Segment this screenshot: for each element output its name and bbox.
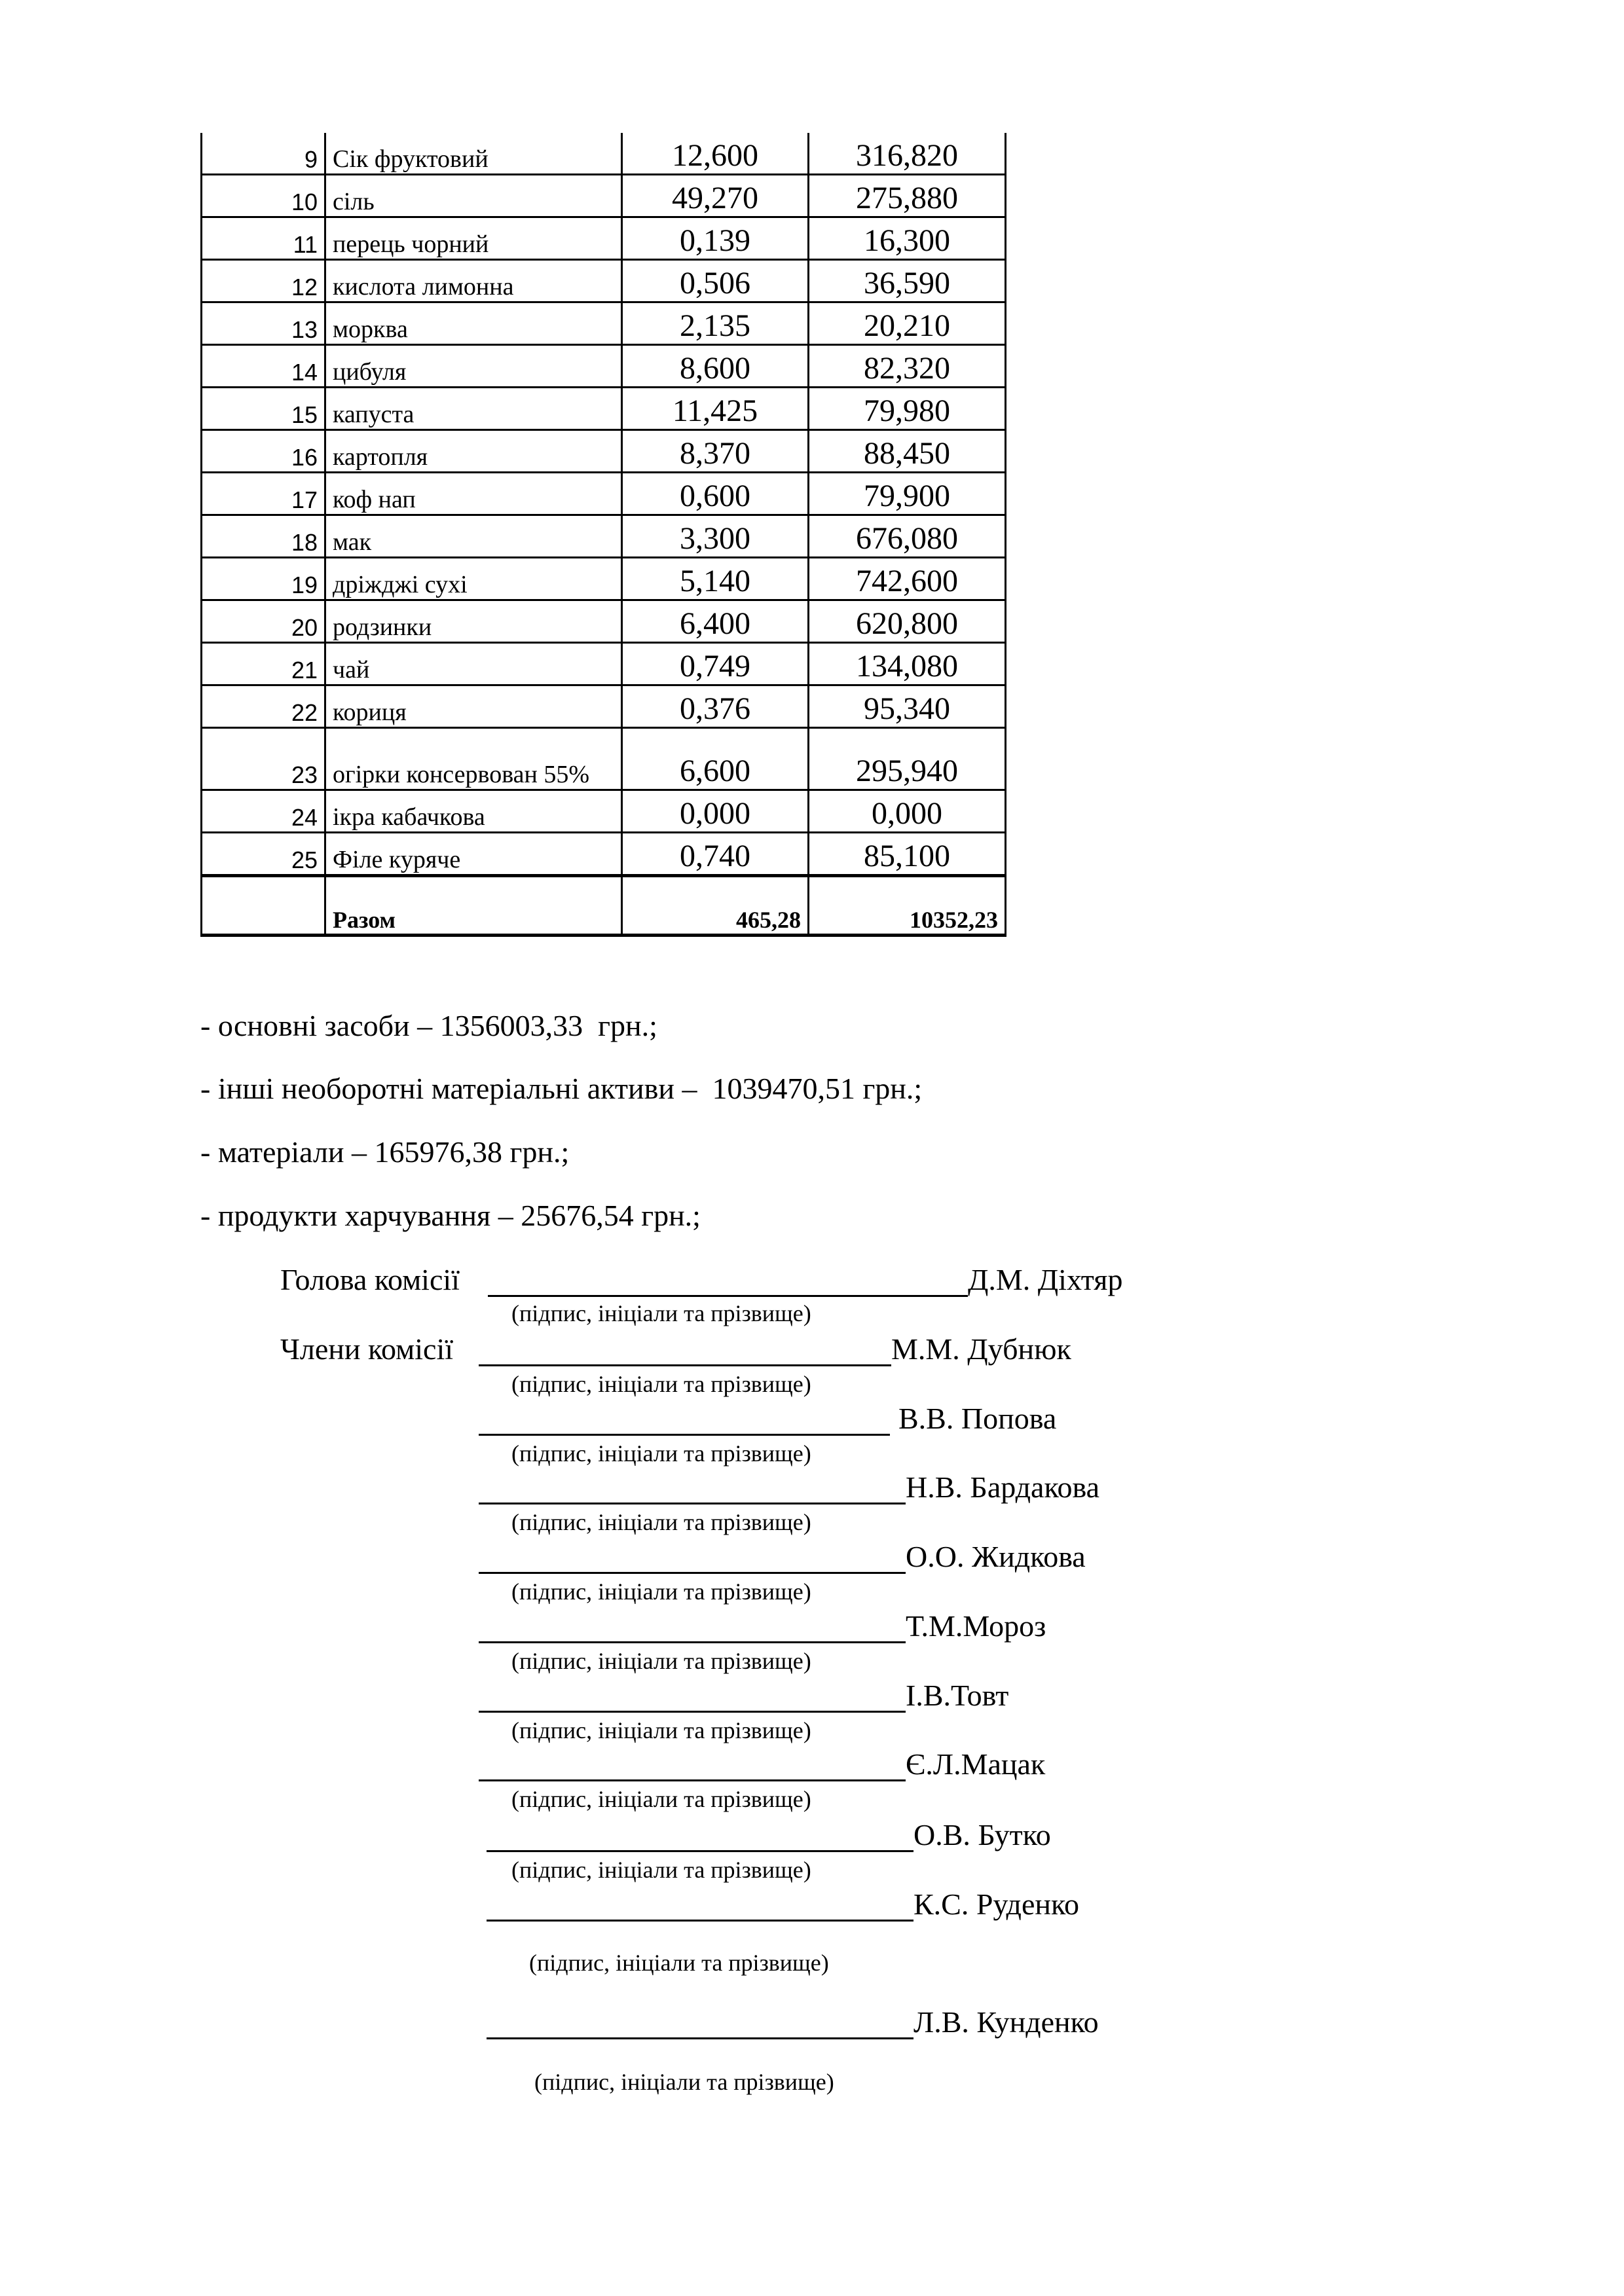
signature-line xyxy=(487,1920,913,1922)
item-quantity: 3,300 xyxy=(622,515,809,558)
item-quantity: 0,139 xyxy=(622,217,809,260)
item-name: сіль xyxy=(325,175,622,217)
item-name: кислота лимонна xyxy=(325,260,622,302)
table-row xyxy=(202,345,1006,388)
signatory-name: О.О. Жидкова xyxy=(906,1540,1086,1573)
item-quantity: 8,600 xyxy=(622,345,809,388)
signatory-name: К.С. Руденко xyxy=(913,1887,1079,1921)
row-number: 15 xyxy=(202,388,325,430)
signature-line xyxy=(479,1779,906,1781)
table-row xyxy=(202,643,1006,685)
item-sum: 134,080 xyxy=(809,643,1006,685)
members-label: Члени комісії xyxy=(280,1332,454,1366)
row-number: 24 xyxy=(202,790,325,833)
item-name: коф нап xyxy=(325,473,622,515)
item-sum: 36,590 xyxy=(809,260,1006,302)
signature-line xyxy=(487,2037,913,2039)
signatory-name: І.В.Товт xyxy=(906,1679,1009,1712)
total-row xyxy=(202,876,1006,936)
item-quantity: 11,425 xyxy=(622,388,809,430)
asset-line: - продукти харчування – 25676,54 грн.; xyxy=(200,1199,701,1232)
signature-caption: (підпис, ініціали та прізвище) xyxy=(511,1578,811,1605)
item-name: Філе куряче xyxy=(325,833,622,876)
signature-caption: (підпис, ініціали та прізвище) xyxy=(511,1857,811,1883)
row-number: 25 xyxy=(202,833,325,876)
row-number: 18 xyxy=(202,515,325,558)
signatory-name: Є.Л.Мацак xyxy=(906,1747,1046,1781)
signature-line xyxy=(479,1711,906,1713)
signature-caption: (підпис, ініціали та прізвище) xyxy=(511,1371,811,1397)
table-row xyxy=(202,790,1006,833)
item-name: перець чорний xyxy=(325,217,622,260)
item-quantity: 8,370 xyxy=(622,430,809,473)
table-row xyxy=(202,600,1006,643)
table-row xyxy=(202,833,1006,876)
row-number: 22 xyxy=(202,685,325,728)
signature-caption: (підпис, ініціали та прізвище) xyxy=(511,1786,811,1812)
signature-caption: (підпис, ініціали та прізвище) xyxy=(511,1300,811,1326)
item-name: дріжджі сухі xyxy=(325,558,622,600)
item-quantity: 0,000 xyxy=(622,790,809,833)
row-number: 21 xyxy=(202,643,325,685)
signature-line xyxy=(479,1364,891,1366)
item-sum: 79,900 xyxy=(809,473,1006,515)
item-quantity: 0,740 xyxy=(622,833,809,876)
item-sum: 676,080 xyxy=(809,515,1006,558)
item-quantity: 5,140 xyxy=(622,558,809,600)
signature-caption: (підпис, ініціали та прізвище) xyxy=(511,1509,811,1535)
row-number: 11 xyxy=(202,217,325,260)
signatory-name: Н.В. Бардакова xyxy=(906,1470,1099,1504)
table-row xyxy=(202,728,1006,790)
item-sum: 95,340 xyxy=(809,685,1006,728)
signature-caption: (підпис, ініціали та прізвище) xyxy=(529,1950,829,1976)
total-label: Разом xyxy=(325,876,622,936)
item-sum: 20,210 xyxy=(809,302,1006,345)
row-number: 14 xyxy=(202,345,325,388)
item-sum: 0,000 xyxy=(809,790,1006,833)
item-sum: 275,880 xyxy=(809,175,1006,217)
item-name: Сік фруктовий xyxy=(325,133,622,175)
table-row xyxy=(202,175,1006,217)
signature-line xyxy=(488,1295,968,1297)
row-number: 13 xyxy=(202,302,325,345)
item-name: капуста xyxy=(325,388,622,430)
table-row xyxy=(202,217,1006,260)
row-number: 23 xyxy=(202,728,325,790)
item-name: чай xyxy=(325,643,622,685)
signature-line xyxy=(479,1572,906,1574)
item-quantity: 0,749 xyxy=(622,643,809,685)
signature-line xyxy=(479,1503,906,1504)
item-sum: 88,450 xyxy=(809,430,1006,473)
head-label: Голова комісії xyxy=(280,1263,460,1296)
table-row xyxy=(202,260,1006,302)
signature-line xyxy=(479,1434,890,1436)
item-sum: 620,800 xyxy=(809,600,1006,643)
table-row xyxy=(202,133,1006,175)
signatory-name: Л.В. Кунденко xyxy=(913,2005,1099,2039)
item-quantity: 2,135 xyxy=(622,302,809,345)
item-quantity: 6,600 xyxy=(622,728,809,790)
inventory-table xyxy=(200,133,1006,937)
item-name: картопля xyxy=(325,430,622,473)
item-name: цибуля xyxy=(325,345,622,388)
signature-caption: (підпис, ініціали та прізвище) xyxy=(511,1440,811,1467)
signature-caption: (підпис, ініціали та прізвище) xyxy=(511,1717,811,1743)
table-row xyxy=(202,388,1006,430)
table-row xyxy=(202,473,1006,515)
item-name: мак xyxy=(325,515,622,558)
item-quantity: 6,400 xyxy=(622,600,809,643)
signatory-name: М.М. Дубнюк xyxy=(891,1332,1071,1366)
row-number: 10 xyxy=(202,175,325,217)
signatory-name: Т.М.Мороз xyxy=(906,1609,1046,1643)
item-sum: 85,100 xyxy=(809,833,1006,876)
item-name: кориця xyxy=(325,685,622,728)
item-quantity: 12,600 xyxy=(622,133,809,175)
asset-line: - основні засоби – 1356003,33 грн.; xyxy=(200,1009,657,1042)
item-sum: 79,980 xyxy=(809,388,1006,430)
item-name: ікра кабачкова xyxy=(325,790,622,833)
asset-line: - інші необоротні матеріальні активи – 1039470,51 грн.; xyxy=(200,1072,923,1105)
table-row xyxy=(202,558,1006,600)
item-sum: 742,600 xyxy=(809,558,1006,600)
signature-caption: (підпис, ініціали та прізвище) xyxy=(511,1648,811,1674)
row-number: 12 xyxy=(202,260,325,302)
item-quantity: 49,270 xyxy=(622,175,809,217)
table-row xyxy=(202,302,1006,345)
asset-line: - матеріали – 165976,38 грн.; xyxy=(200,1135,570,1169)
signature-line xyxy=(487,1850,913,1852)
total-sum: 10352,23 xyxy=(809,876,1006,936)
signatory-name: В.В. Попова xyxy=(898,1402,1057,1435)
item-quantity: 0,600 xyxy=(622,473,809,515)
total-quantity: 465,28 xyxy=(622,876,809,936)
table-row xyxy=(202,515,1006,558)
item-quantity: 0,376 xyxy=(622,685,809,728)
signature-line xyxy=(479,1641,906,1643)
table-row xyxy=(202,430,1006,473)
item-name: родзинки xyxy=(325,600,622,643)
row-number: 9 xyxy=(202,133,325,175)
signatory-name: О.В. Бутко xyxy=(913,1818,1051,1851)
row-number: 17 xyxy=(202,473,325,515)
item-sum: 16,300 xyxy=(809,217,1006,260)
item-name: морква xyxy=(325,302,622,345)
row-number: 16 xyxy=(202,430,325,473)
signature-caption: (підпис, ініціали та прізвище) xyxy=(534,2069,834,2095)
row-number: 20 xyxy=(202,600,325,643)
item-sum: 295,940 xyxy=(809,728,1006,790)
item-sum: 82,320 xyxy=(809,345,1006,388)
item-quantity: 0,506 xyxy=(622,260,809,302)
row-number: 19 xyxy=(202,558,325,600)
signatory-name: Д.М. Діхтяр xyxy=(968,1263,1123,1296)
item-name: огірки консервован 55% xyxy=(325,728,622,790)
total-empty xyxy=(202,876,325,936)
item-sum: 316,820 xyxy=(809,133,1006,175)
table-row xyxy=(202,685,1006,728)
